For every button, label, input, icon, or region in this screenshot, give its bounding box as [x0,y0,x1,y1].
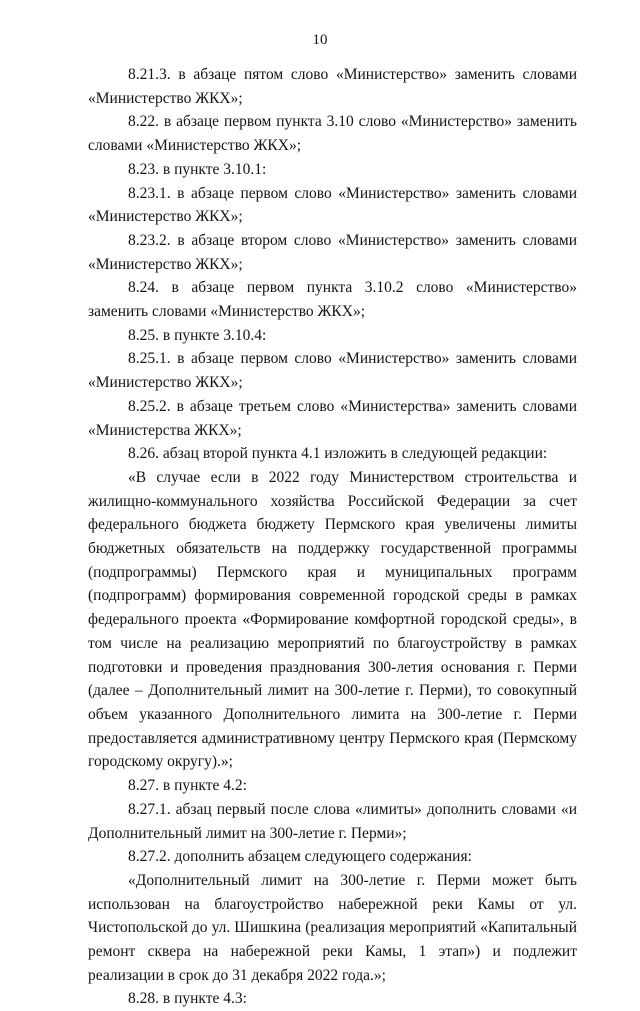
quoted-paragraph-4-2: «Дополнительный лимит на 300-летие г. Перми может быть использован на благоустройство набережной реки Камы от ул. Чистопольской до ул. Шишкина (реализация мероприятий «Капитальный ремонт сквера на набережной реки Камы, 1 этап») и подлежит реализации в срок до 31 декабря 2022 года.»; [88,871,577,984]
paragraph-8-21-3: 8.21.3. в абзаце пятом слово «Министерство» заменить словами «Министерство ЖКХ»; [88,66,577,107]
paragraph-8-23: 8.23. в пункте 3.10.1: [128,160,267,178]
paragraph-8-27: 8.27. в пункте 4.2: [128,777,247,795]
paragraph-8-24: 8.24. в абзаце первом пункта 3.10.2 слово «Министерство» заменить словами «Министерство ЖКХ»; [88,279,577,321]
paragraph-8-25: 8.25. в пункте 3.10.4: [128,326,267,344]
paragraph-8-27-2: 8.27.2. дополнить абзацем следующего содержания: [128,848,472,866]
paragraph-8-23-1: 8.23.1. в абзаце первом слово «Министерство» заменить словами «Министерство ЖКХ»; [88,184,577,226]
paragraph-8-22: 8.22. в абзаце первом пункта 3.10 слово «Министерство» заменить словами «Министерство ЖКХ»; [88,113,577,155]
paragraph-8-25-1: 8.25.1. в абзаце первом слово «Министерство» заменить словами «Министерство ЖКХ»; [88,350,577,392]
paragraph-8-23-2: 8.23.2. в абзаце втором слово «Министерство» заменить словами «Министерство ЖКХ»; [88,231,577,273]
paragraph-8-28: 8.28. в пункте 4.3: [128,990,247,1008]
page-number: 10 [312,32,328,48]
quoted-paragraph-4-1: «В случае если в 2022 году Министерством строительства и жилищно-коммунального хозяйства Российской Федерации за счет федерального бюджета бюджету Пермского края увеличены лимиты бюджетных обязательств на поддержку государственной программы (подпрограммы) Пермского края и муниципальных программ (подпрограмм) формирования современной городской среды в рамках федерального проекта «Формирование комфортной городской среды», в том числе на реализацию мероприятий по благоустройству в рамках подготовки и проведения празднования 300-летия основания г. Перми (далее – Дополнительный лимит на 300-летие г. Перми), то совокупный объем указанного Дополнительного лимита на 300-летие г. Перми предоставляется административному центру Пермского края (Пермскому городскому округу).»; [88,468,577,771]
paragraph-8-27-1: 8.27.1. абзац первый после слова «лимиты» дополнить словами «и Дополнительный лимит на 300-летие г. Перми»; [88,800,577,842]
paragraph-8-25-2: 8.25.2. в абзаце третьем слово «Министерства» заменить словами «Министерства ЖКХ»; [88,397,577,439]
document-body [88,63,577,1011]
paragraph-8-26: 8.26. абзац второй пункта 4.1 изложить в следующей редакции: [128,445,548,463]
